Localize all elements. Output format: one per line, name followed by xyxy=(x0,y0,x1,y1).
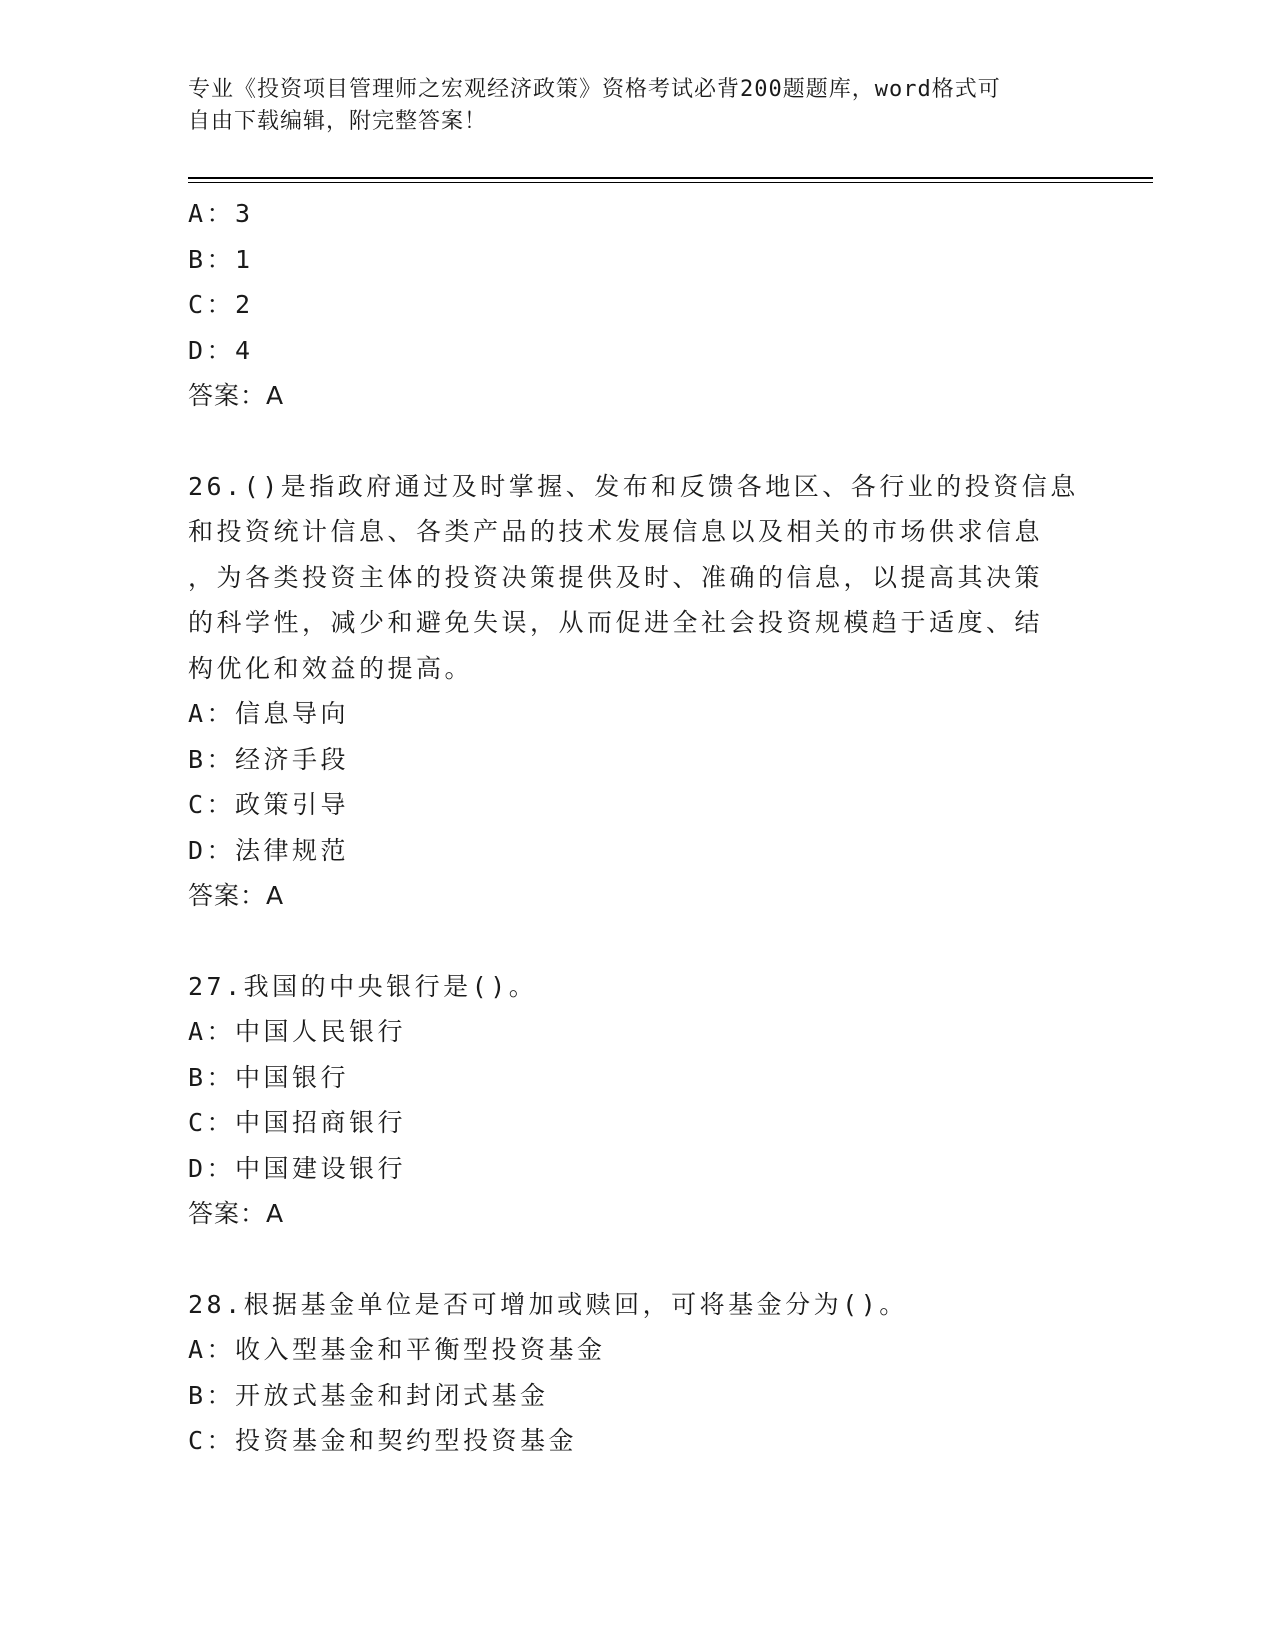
question-gap xyxy=(188,919,1088,964)
option-a: A：中国人民银行 xyxy=(188,1017,407,1046)
option-c: C：2 xyxy=(188,290,254,319)
option-d: D：法律规范 xyxy=(188,835,350,865)
option-c: C：政策引导 xyxy=(188,790,350,819)
option-c: C：中国招商银行 xyxy=(188,1108,407,1137)
option-a: A：信息导向 xyxy=(188,699,350,728)
question-text-line: 和投资统计信息、各类产品的技术发展信息以及相关的市场供求信息 xyxy=(188,517,1044,546)
header-divider xyxy=(188,177,1153,183)
option-d: D：4 xyxy=(188,335,254,365)
document-header xyxy=(188,74,1088,138)
header-line-2: 自由下载编辑，附完整答案！ xyxy=(188,109,488,134)
option-a: A：3 xyxy=(188,199,254,228)
question-gap xyxy=(188,419,1088,464)
question-28 xyxy=(188,1282,1088,1464)
question-text-line: 26.()是指政府通过及时掌握、发布和反馈各地区、各行业的投资信息 xyxy=(188,471,1079,501)
answer-line: 答案：A xyxy=(188,381,285,410)
question-text-line: 27.我国的中央银行是()。 xyxy=(188,971,538,1001)
option-b: B：开放式基金和封闭式基金 xyxy=(188,1380,549,1410)
question-text-line: 的科学性，减少和避免失误，从而促进全社会投资规模趋于适度、结 xyxy=(188,608,1044,637)
answer-line: 答案：A xyxy=(188,881,285,910)
question-text-line: 构优化和效益的提高。 xyxy=(188,653,474,683)
option-b: B：中国银行 xyxy=(188,1062,350,1092)
option-d: D：中国建设银行 xyxy=(188,1153,407,1183)
question-text-line: 28.根据基金单位是否可增加或赎回，可将基金分为()。 xyxy=(188,1289,908,1319)
answer-line: 答案：A xyxy=(188,1199,285,1228)
option-b: B：1 xyxy=(188,244,254,274)
option-b: B：经济手段 xyxy=(188,744,350,774)
question-25-tail xyxy=(188,191,1088,419)
question-text-line: ，为各类投资主体的投资决策提供及时、准确的信息，以提高其决策 xyxy=(188,562,1044,592)
question-26 xyxy=(188,464,1088,919)
question-list xyxy=(188,191,1088,1464)
question-gap xyxy=(188,1237,1088,1282)
header-line-1: 专业《投资项目管理师之宏观经济政策》资格考试必背200题题库，word格式可 xyxy=(188,77,1001,102)
option-c: C：投资基金和契约型投资基金 xyxy=(188,1426,578,1455)
question-27 xyxy=(188,964,1088,1237)
option-a: A：收入型基金和平衡型投资基金 xyxy=(188,1335,606,1364)
